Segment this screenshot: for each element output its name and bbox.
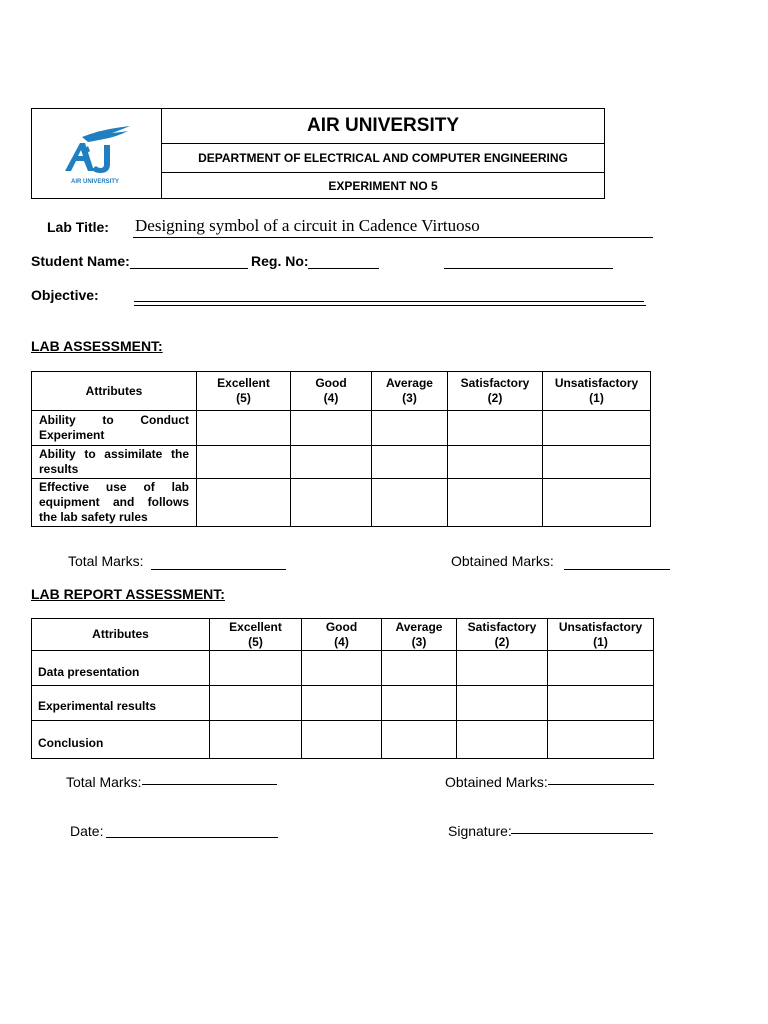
col-header: Excellent (5) [210,619,302,651]
table-header-row [32,372,651,411]
header-table [31,108,605,199]
score-cell[interactable] [448,411,543,446]
score-cell[interactable] [302,686,382,721]
table-row [32,479,651,527]
air-university-logo [32,109,161,198]
table-row [32,686,654,721]
row-attribute: Ability to assimilate the results [32,446,197,479]
score-cell[interactable] [302,721,382,759]
objective-line-1 [134,301,644,302]
total-marks-label: Total Marks: [68,553,144,569]
logo-cell [32,109,162,198]
table-row [32,446,651,479]
objective-line-2 [134,305,646,306]
report-assessment-heading: LAB REPORT ASSESSMENT: [31,586,225,602]
objective-label: Objective: [31,287,99,303]
score-cell[interactable] [372,411,448,446]
reg-no-line [308,268,379,269]
row-attribute: Effective use of lab equipment and follows the lab safety rules [32,479,197,527]
score-cell[interactable] [457,651,548,686]
score-cell[interactable] [372,479,448,527]
lab-title-value: Designing symbol of a circuit in Cadence Virtuoso [135,216,480,235]
score-cell[interactable] [448,479,543,527]
score-cell[interactable] [457,721,548,759]
col-header: Good (4) [291,372,372,411]
score-cell[interactable] [382,651,457,686]
score-cell[interactable] [548,651,654,686]
report-obtained-marks-label: Obtained Marks: [445,774,548,790]
col-header: Satisfactory (2) [457,619,548,651]
signature-label: Signature: [448,823,512,839]
score-cell[interactable] [197,479,291,527]
report-total-marks-label: Total Marks: [66,774,142,790]
score-cell[interactable] [291,446,372,479]
experiment-number: EXPERIMENT NO 5 [328,178,438,193]
col-header: Attributes [32,372,197,411]
table-row [32,411,651,446]
student-name-line [130,268,248,269]
date-label: Date: [70,823,104,839]
signature-line [511,833,653,834]
score-cell[interactable] [372,446,448,479]
score-cell[interactable] [448,446,543,479]
score-cell[interactable] [382,721,457,759]
score-cell[interactable] [457,686,548,721]
date-line [106,837,278,838]
score-cell[interactable] [210,651,302,686]
row-attribute: Data presentation [32,651,210,686]
extra-line [444,268,613,269]
obtained-marks-line [564,569,670,570]
report-total-marks-line [142,784,277,785]
score-cell[interactable] [548,721,654,759]
lab-title-label: Lab Title: [47,219,109,235]
row-attribute: Experimental results [32,686,210,721]
score-cell[interactable] [302,651,382,686]
score-cell[interactable] [291,479,372,527]
col-header: Average (3) [372,372,448,411]
reg-no-label: Reg. No: [251,253,309,269]
score-cell[interactable] [197,411,291,446]
col-header: Excellent (5) [197,372,291,411]
report-assessment-table [31,618,654,759]
col-header: Unsatisfactory (1) [543,372,651,411]
university-name: AIR UNIVERSITY [162,109,604,144]
row-attribute: Conclusion [32,721,210,759]
score-cell[interactable] [197,446,291,479]
lab-assessment-heading: LAB ASSESSMENT: [31,338,163,354]
lab-assessment-table [31,371,651,527]
score-cell[interactable] [210,686,302,721]
col-header: Attributes [32,619,210,651]
score-cell[interactable] [543,479,651,527]
student-name-label: Student Name: [31,253,130,269]
col-header: Satisfactory (2) [448,372,543,411]
table-row [32,721,654,759]
score-cell[interactable] [291,411,372,446]
department-name: DEPARTMENT OF ELECTRICAL AND COMPUTER ENGINEERING [162,144,604,173]
logo-text: AIR UNIVERSITY [70,179,120,185]
report-obtained-marks-line [548,784,654,785]
table-header-row [32,619,654,651]
obtained-marks-label: Obtained Marks: [451,553,554,569]
col-header: Good (4) [302,619,382,651]
row-attribute: Ability to Conduct Experiment [32,411,197,446]
table-row [32,651,654,686]
score-cell[interactable] [543,411,651,446]
score-cell[interactable] [210,721,302,759]
score-cell[interactable] [382,686,457,721]
score-cell[interactable] [543,446,651,479]
col-header: Unsatisfactory (1) [548,619,654,651]
total-marks-line [151,569,286,570]
lab-title-line [133,237,653,238]
col-header: Average (3) [382,619,457,651]
score-cell[interactable] [548,686,654,721]
